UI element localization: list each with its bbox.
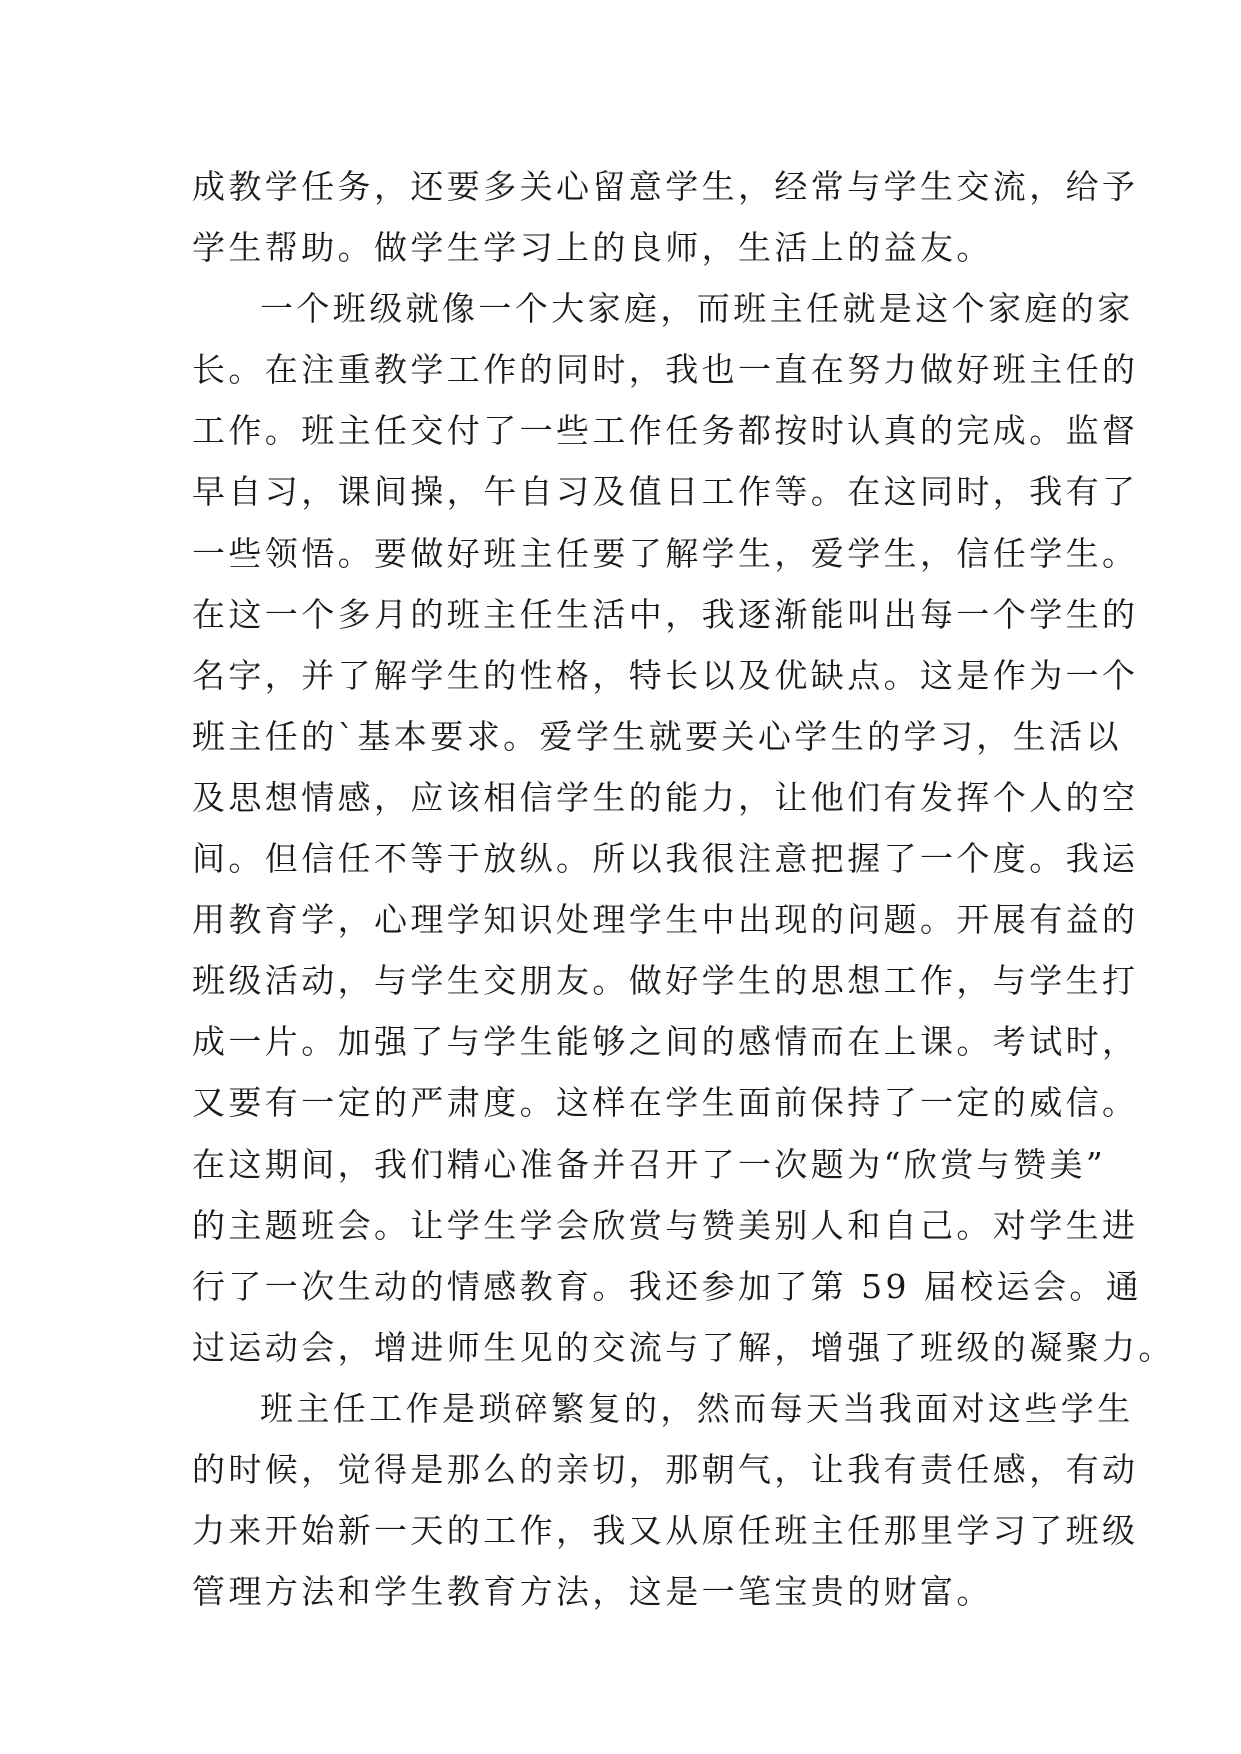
text-line: 成一片。加强了与学生能够之间的感情而在上课。考试时，	[192, 1022, 1139, 1062]
text-line: 力来开始新一天的工作，我又从原任班主任那里学习了班级	[192, 1511, 1139, 1551]
text-line: 及思想情感，应该相信学生的能力，让他们有发挥个人的空	[192, 777, 1139, 817]
text-line: 早自习，课间操，午自习及值日工作等。在这同时，我有了	[192, 472, 1139, 512]
text-line: 行了一次生动的情感教育。我还参加了第 59 届校运会。通	[192, 1266, 1143, 1306]
text-line: 管理方法和学生教育方法，这是一笔宝贵的财富。	[192, 1572, 993, 1612]
text-line: 过运动会，增进师生见的交流与了解，增强了班级的凝聚力。	[192, 1327, 1175, 1367]
document-body	[192, 156, 1175, 1622]
text-line: 在这期间，我们精心准备并召开了一次题为“欣赏与赞美”	[192, 1144, 1107, 1184]
text-line: 班级活动，与学生交朋友。做好学生的思想工作，与学生打	[192, 961, 1139, 1001]
text-line: 长。在注重教学工作的同时，我也一直在努力做好班主任的	[192, 350, 1139, 390]
text-line: 学生帮助。做学生学习上的良师，生活上的益友。	[192, 228, 993, 268]
text-line: 工作。班主任交付了一些工作任务都按时认真的完成。监督	[192, 411, 1139, 451]
text-line: 用教育学，心理学知识处理学生中出现的问题。开展有益的	[192, 900, 1139, 940]
text-line: 班主任的`基本要求。爱学生就要关心学生的学习，生活以	[192, 716, 1122, 756]
text-line: 一些领悟。要做好班主任要了解学生，爱学生，信任学生。	[192, 533, 1139, 573]
text-line: 间。但信任不等于放纵。所以我很注意把握了一个度。我运	[192, 839, 1139, 879]
text-line: 成教学任务，还要多关心留意学生，经常与学生交流，给予	[192, 167, 1139, 206]
paragraph-first-line: 班主任工作是琐碎繁复的，然而每天当我面对这些学生	[260, 1388, 1134, 1428]
text-line: 的主题班会。让学生学会欣赏与赞美别人和自己。对学生进	[192, 1205, 1139, 1245]
text-line: 又要有一定的严肃度。这样在学生面前保持了一定的威信。	[192, 1083, 1139, 1123]
paragraph-first-line: 一个班级就像一个大家庭，而班主任就是这个家庭的家	[260, 289, 1134, 329]
text-line: 名字，并了解学生的性格，特长以及优缺点。这是作为一个	[192, 655, 1139, 695]
text-line: 的时候，觉得是那么的亲切，那朝气，让我有责任感，有动	[192, 1449, 1139, 1489]
text-line: 在这一个多月的班主任生活中，我逐渐能叫出每一个学生的	[192, 594, 1139, 634]
